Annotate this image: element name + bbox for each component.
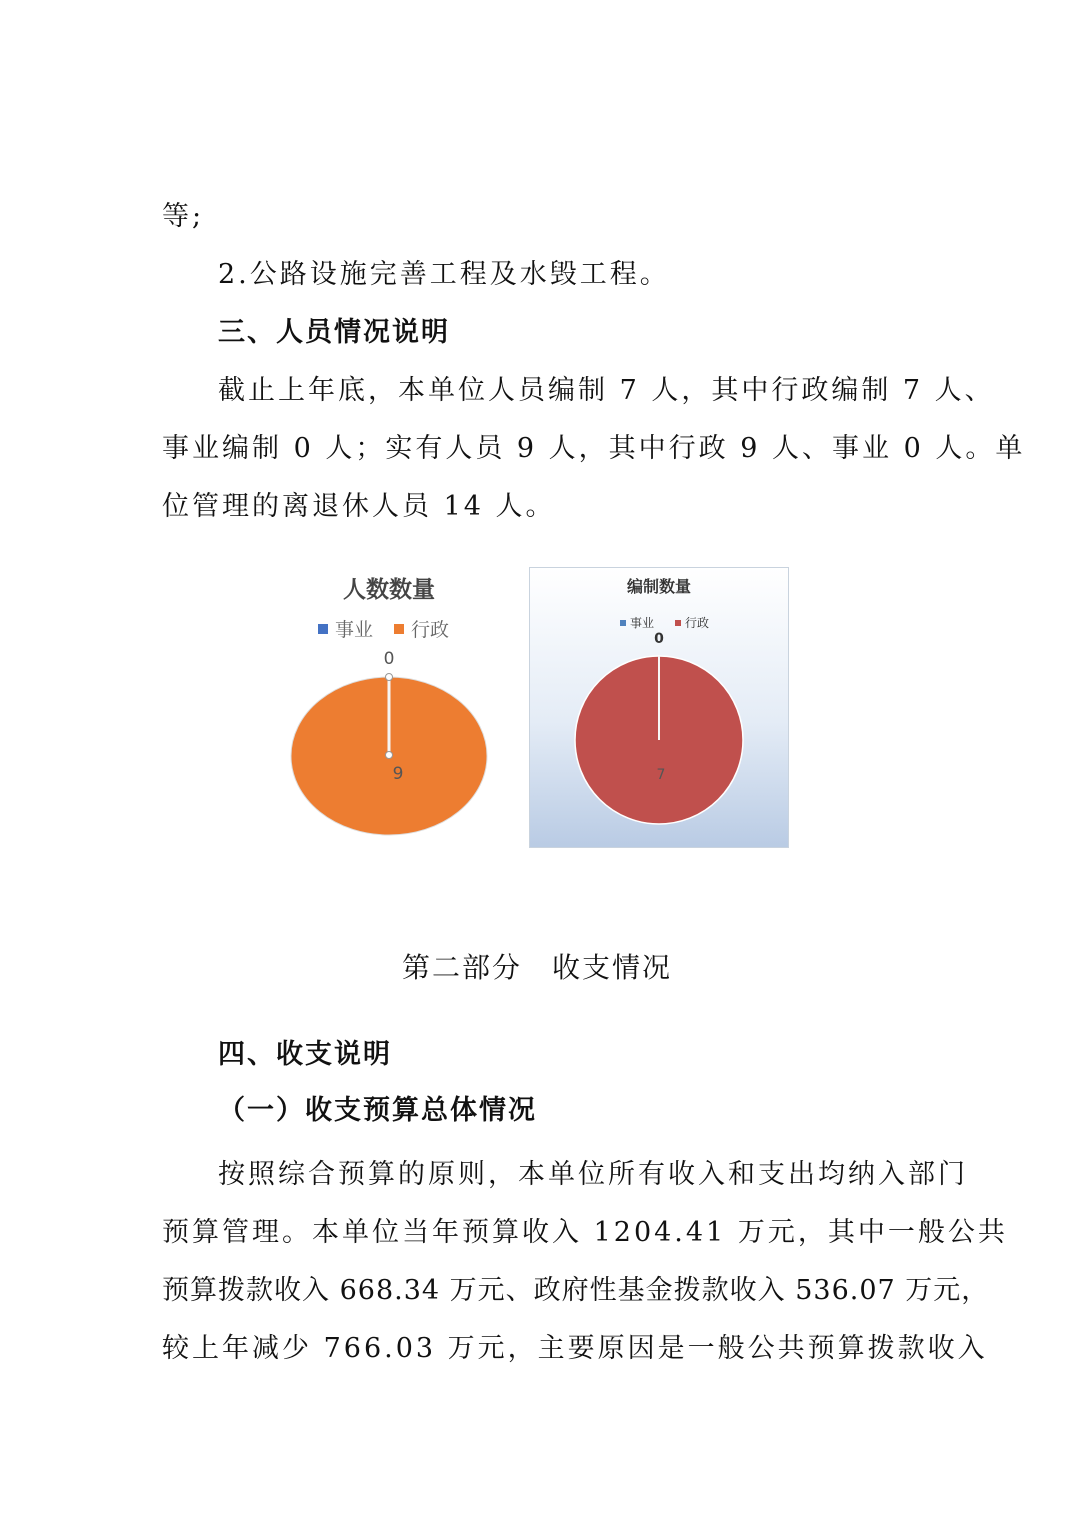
text-line: 预算拨款收入 668.34 万元、政府性基金拨款收入 536.07 万元， (162, 1275, 990, 1306)
text-line: 2.公路设施完善工程及水毁工程。 (218, 259, 670, 290)
legend-label-0: 事业 (630, 616, 655, 630)
section-heading: 四、收支说明 (218, 1039, 392, 1070)
chart-staff-count (280, 565, 498, 847)
legend-label-1: 行政 (685, 616, 710, 630)
text-line: 按照综合预算的原则，本单位所有收入和支出均纳入部门 (218, 1159, 968, 1190)
chart-quota-count-svg (529, 567, 789, 848)
legend-swatch-0 (620, 620, 626, 626)
chart-quota-count (529, 567, 789, 848)
legend-label-1: 行政 (411, 619, 450, 641)
part-heading: 第二部分 收支情况 (401, 951, 672, 984)
legend-label-0: 事业 (335, 619, 374, 641)
text-line: 等; (162, 201, 205, 232)
chart-title: 编制数量 (626, 577, 692, 596)
legend-swatch-1 (394, 624, 404, 634)
text-line: 预算管理。本单位当年预算收入 1204.41 万元，其中一般公共 (162, 1217, 1008, 1248)
text-line: 事业编制 0 人；实有人员 9 人，其中行政 9 人、事业 0 人。单 (162, 433, 1026, 464)
data-label-1: 7 (656, 767, 666, 783)
text-line: 位管理的离退休人员 14 人。 (162, 491, 556, 522)
data-label-1: 9 (392, 764, 404, 784)
subsection-heading: （一）收支预算总体情况 (218, 1095, 537, 1126)
legend-swatch-0 (318, 624, 328, 634)
leader-dot (386, 674, 393, 681)
section-heading: 三、人员情况说明 (218, 317, 450, 348)
data-label-0: 0 (383, 649, 395, 669)
text-line: 较上年减少 766.03 万元，主要原因是一般公共预算拨款收入 (162, 1333, 988, 1364)
leader-dot (386, 752, 393, 759)
legend-swatch-1 (675, 620, 681, 626)
data-label-0: 0 (654, 631, 664, 647)
chart-staff-count-svg (280, 565, 498, 847)
chart-title: 人数数量 (343, 577, 435, 603)
text-line: 截止上年底，本单位人员编制 7 人，其中行政编制 7 人、 (218, 375, 995, 406)
